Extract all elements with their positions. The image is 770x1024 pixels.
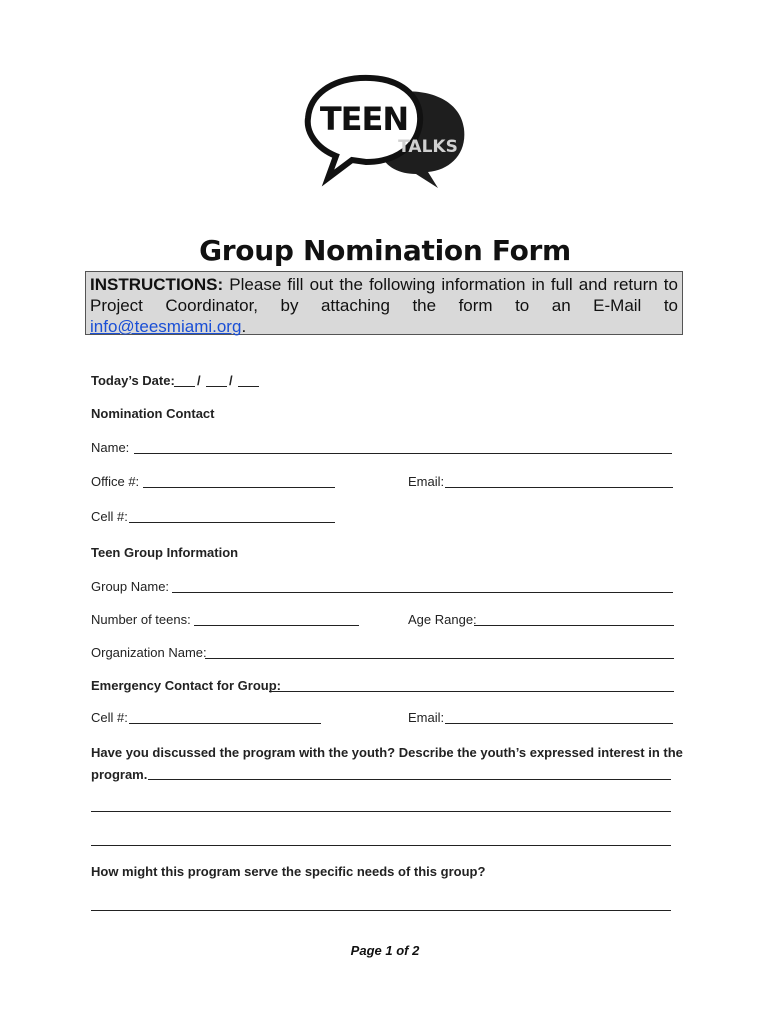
emergency-contact-field[interactable]	[269, 691, 674, 692]
group-name-field[interactable]	[172, 592, 673, 593]
page-number: Page 1 of 2	[350, 943, 420, 958]
answer-line[interactable]	[91, 811, 671, 812]
cell-field[interactable]	[129, 522, 335, 523]
cell-field[interactable]	[129, 723, 321, 724]
question-specific-needs: How might this program serve the specific needs of this group?	[91, 864, 486, 879]
answer-line[interactable]	[91, 910, 671, 911]
date-day-blank[interactable]	[206, 386, 227, 387]
name-field[interactable]	[134, 453, 672, 454]
date-month-blank[interactable]	[174, 386, 195, 387]
date-separator: /	[229, 373, 233, 388]
logo-talks-text: TALKS	[398, 137, 458, 157]
date-separator: /	[197, 373, 201, 388]
age-range-field[interactable]	[474, 625, 674, 626]
instructions-box	[85, 271, 683, 335]
answer-line[interactable]	[91, 845, 671, 846]
email-field[interactable]	[445, 487, 673, 488]
cell-label: Cell #:	[91, 710, 128, 725]
question-youth-interest: Have you discussed the program with the youth? Describe the youth’s expressed interest in the	[91, 745, 683, 760]
name-label: Name:	[91, 440, 130, 455]
section-nomination-contact: Nomination Contact	[91, 406, 215, 421]
instructions-label: INSTRUCTIONS:	[90, 275, 224, 294]
organization-name-label: Organization Name:	[91, 645, 207, 660]
todays-date-label: Today’s Date:	[91, 373, 175, 388]
cell-label: Cell #:	[91, 509, 128, 524]
emergency-contact-label: Emergency Contact for Group:	[91, 678, 281, 693]
email-label: Email:	[408, 710, 445, 725]
answer-line[interactable]	[148, 779, 671, 780]
teen-talks-logo	[300, 74, 470, 192]
instructions-end: .	[241, 317, 247, 336]
office-label: Office #:	[91, 474, 140, 489]
date-year-blank[interactable]	[238, 386, 259, 387]
instructions-text: Please fill out the following information in full and return to Project Coordinator, by attaching the form to an E-Mail to	[90, 275, 678, 315]
instructions-email-link[interactable]: info@teesmiami.org	[90, 317, 242, 336]
email-label: Email:	[408, 474, 445, 489]
age-range-label: Age Range:	[408, 612, 477, 627]
logo-teen-text: TEEN	[319, 100, 409, 138]
question-youth-interest-cont: program.	[91, 767, 148, 782]
number-of-teens-label: Number of teens:	[91, 612, 191, 627]
page-title: Group Nomination Form	[199, 234, 571, 267]
office-field[interactable]	[143, 487, 335, 488]
group-name-label: Group Name:	[91, 579, 170, 594]
section-teen-group-information: Teen Group Information	[91, 545, 239, 560]
email-field[interactable]	[445, 723, 673, 724]
number-of-teens-field[interactable]	[194, 625, 359, 626]
organization-name-field[interactable]	[205, 658, 674, 659]
